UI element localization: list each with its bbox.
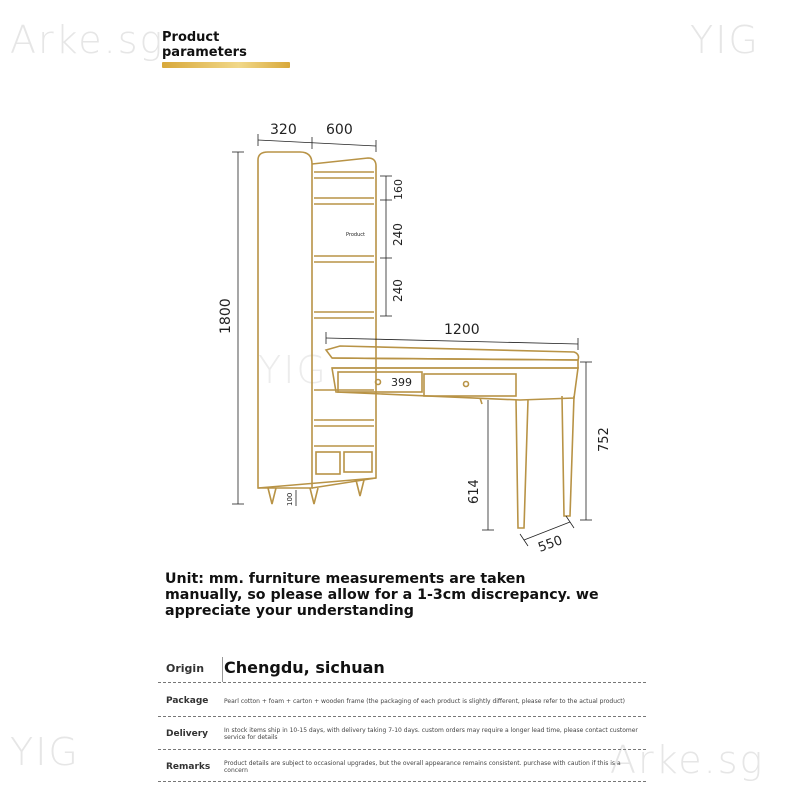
watermark-bottom-left: YIG (10, 730, 80, 774)
header-title-line2: parameters (162, 45, 247, 60)
dim-label-100: 100 (286, 492, 294, 506)
spec-value-package: Pearl cotton + foam + carton + wooden frame (the packaging of each product is slightly different, please refer to the actual product) (224, 697, 625, 705)
spec-value-delivery: In stock items ship in 10-15 days, with delivery taking 7-10 days. custom orders may require a longer lead time, please contact customer service for details (224, 727, 638, 741)
spec-label-package: Package (166, 696, 209, 706)
dim-label-shelf-160: 160 (392, 179, 405, 200)
dim-label-399: 399 (391, 376, 412, 389)
shelf-product-tag: Product (346, 232, 365, 238)
spec-value-origin: Chengdu, sichuan (224, 658, 385, 677)
spec-row-delivery (158, 723, 646, 745)
dim-label-1200: 1200 (444, 322, 480, 338)
spec-row-package (158, 690, 646, 712)
spec-label-remarks: Remarks (166, 762, 211, 772)
dim-label-752: 752 (597, 427, 612, 452)
spec-label-delivery: Delivery (166, 729, 209, 739)
spec-row-origin (158, 656, 646, 680)
watermark-bottom-right: Arke.sg (610, 738, 765, 782)
header-title-line1: Product (162, 30, 220, 45)
spec-row-remarks (158, 756, 646, 778)
watermark-center: YIG (258, 348, 328, 392)
spec-label-origin: Origin (166, 661, 205, 675)
watermark-top-right: YIG (690, 18, 760, 62)
dim-label-1800: 1800 (218, 298, 234, 334)
dim-label-320: 320 (270, 122, 297, 138)
watermark-top-left: Arke.sg (10, 18, 165, 62)
dim-label-550: 550 (536, 533, 565, 556)
dim-label-614: 614 (467, 479, 482, 504)
measurement-note: Unit: mm. furniture measurements are taken manually, so please allow for a 1-3cm discrepancy. we appreciate your understanding (165, 571, 599, 619)
dim-label-600: 600 (326, 122, 353, 138)
dim-label-shelf-240-a: 240 (391, 223, 405, 246)
spec-value-remarks: Product details are subject to occasional upgrades, but the overall appearance remains consistent. purchase with caution if this is a concern (224, 760, 621, 774)
spec-separator (158, 716, 646, 717)
spec-table (158, 0, 646, 800)
spec-separator (158, 682, 646, 683)
spec-separator (158, 749, 646, 750)
dim-label-shelf-240-b: 240 (391, 279, 405, 302)
spec-separator (158, 781, 646, 782)
